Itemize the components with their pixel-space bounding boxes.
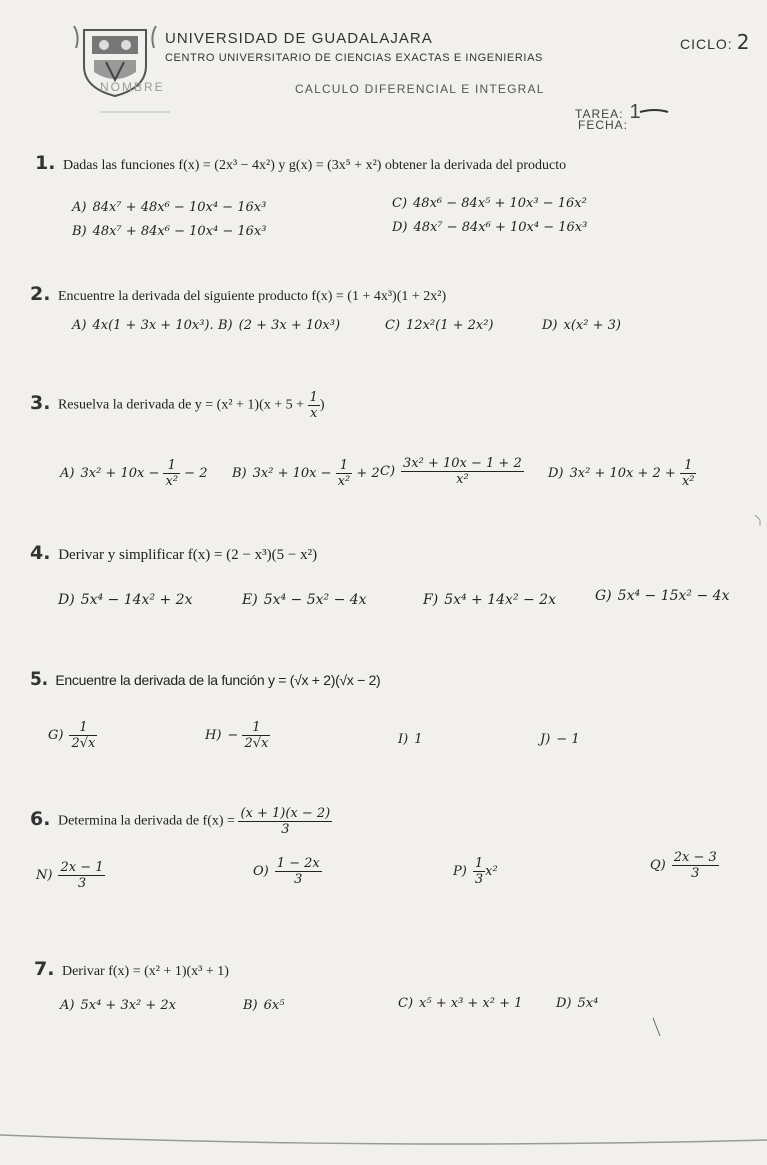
question-6 <box>30 806 332 837</box>
option-4g: G) 5x⁴ − 15x² − 4x <box>595 588 730 604</box>
ciclo-field <box>680 30 750 54</box>
option-6p: P) $\frac{1}{3}$ x² <box>453 856 498 887</box>
option-2c: C) 12x²(1 + 2x²) <box>385 318 494 333</box>
option-5j: J) − 1 <box>540 732 580 747</box>
option-7a: A) 5x⁴ + 3x² + 2x <box>60 998 177 1013</box>
question-2 <box>30 283 446 305</box>
option-1b: B) 48x⁷ + 84x⁶ − 10x⁴ − 16x³ <box>72 224 267 239</box>
option-2b: B) (2 + 3x + 10x³) <box>218 318 341 333</box>
option-4e: E) 5x⁴ − 5x² − 4x <box>242 592 367 608</box>
center-name: CENTRO UNIVERSITARIO DE CIENCIAS EXACTAS E INGENIERIAS <box>165 52 543 64</box>
question-number: 6. <box>30 807 51 830</box>
question-4 <box>30 542 317 564</box>
option-1a: A) 84x⁷ + 48x⁶ − 10x⁴ − 16x³ <box>72 200 267 215</box>
ciclo-label: CICLO: <box>680 36 733 52</box>
question-number: 2. <box>30 283 51 305</box>
question-prompt-suffix: ) <box>319 397 325 413</box>
question-prompt: Derivar y simplificar f(x) = (2 − x³)(5 − x²) <box>58 547 318 563</box>
question-prompt: Derivar f(x) = (x² + 1)(x³ + 1) <box>61 964 229 979</box>
question-7 <box>34 958 229 980</box>
tarea-value: 1 <box>629 101 642 123</box>
question-1 <box>35 152 566 174</box>
option-3b: B) 3x² + 10x − $\frac{1}{\text{x²}}$ + 2 <box>232 458 380 489</box>
question-5 <box>30 668 380 690</box>
option-1d: D) 48x⁷ − 84x⁶ + 10x⁴ − 16x³ <box>392 220 588 235</box>
question-prompt: Encuentre la derivada de la función y = (√x + 2)(√x − 2) <box>55 672 381 688</box>
tarea-label: TAREA: <box>575 107 624 121</box>
nombre-label: NOMBRE <box>100 80 165 94</box>
option-2d: D) x(x² + 3) <box>542 318 621 333</box>
question-prompt: Encuentre la derivada del siguiente producto f(x) = (1 + 4x³)(1 + 2x²) <box>57 289 447 304</box>
option-3d: D) 3x² + 10x + 2 + $\frac{1}{\text{x²}}$ <box>548 458 695 489</box>
question-number: 3. <box>30 391 51 414</box>
university-name: UNIVERSIDAD DE GUADALAJARA <box>165 30 433 47</box>
question-number: 1. <box>35 152 56 174</box>
question-number: 5. <box>30 668 48 690</box>
option-7c: C) x⁵ + x³ + x² + 1 <box>398 996 523 1011</box>
prompt-fraction: $\frac{1}{x}$ <box>309 390 318 421</box>
option-5g: G) $\frac{1}{2√x}$ <box>48 720 96 751</box>
question-3 <box>30 390 325 421</box>
option-6q: Q) $\frac{2x - 3}{3}$ <box>650 850 717 881</box>
fecha-label: FECHA: <box>578 118 629 132</box>
option-7b: B) 6x⁵ <box>243 998 285 1013</box>
question-number: 4. <box>30 542 51 564</box>
question-prompt-prefix: Determina la derivada de f(x) = <box>57 813 239 829</box>
option-3c: C) $\frac{\text{3x² + 10x − 1 + 2}}{\text{x²}}$ <box>380 456 522 487</box>
option-7d: D) 5x⁴ <box>556 996 599 1011</box>
course-title: CALCULO DIFERENCIAL E INTEGRAL <box>295 82 545 96</box>
question-prompt-prefix: Resuelva la derivada de y = (x² + 1)(x + 5 + <box>57 397 308 413</box>
option-1c: C) 48x⁶ − 84x⁵ + 10x³ − 16x² <box>392 196 587 211</box>
question-prompt: Dadas las funciones f(x) = (2x³ − 4x²) y g(x) = (3x⁵ + x²) obtener la derivada del producto <box>62 158 567 173</box>
ciclo-value: 2 <box>736 30 751 54</box>
prompt-fraction: $\frac{(x + 1)(x - 2)}{3}$ <box>240 806 331 837</box>
option-6n: N) $\frac{2x - 1}{3}$ <box>36 860 104 891</box>
option-4d: D) 5x⁴ − 14x² + 2x <box>58 592 193 608</box>
option-5i: I) 1 <box>398 732 423 747</box>
option-4f: F) 5x⁴ + 14x² − 2x <box>423 592 556 608</box>
question-number: 7. <box>34 958 55 980</box>
option-5h: H) − $\frac{1}{2√x}$ <box>205 720 269 751</box>
option-6o: O) $\frac{1 - 2x}{3}$ <box>253 856 320 887</box>
option-2a: A) 4x(1 + 3x + 10x³). <box>72 318 214 333</box>
option-3a: A) 3x² + 10x − $\frac{1}{\text{x²}}$ − 2 <box>60 458 208 489</box>
